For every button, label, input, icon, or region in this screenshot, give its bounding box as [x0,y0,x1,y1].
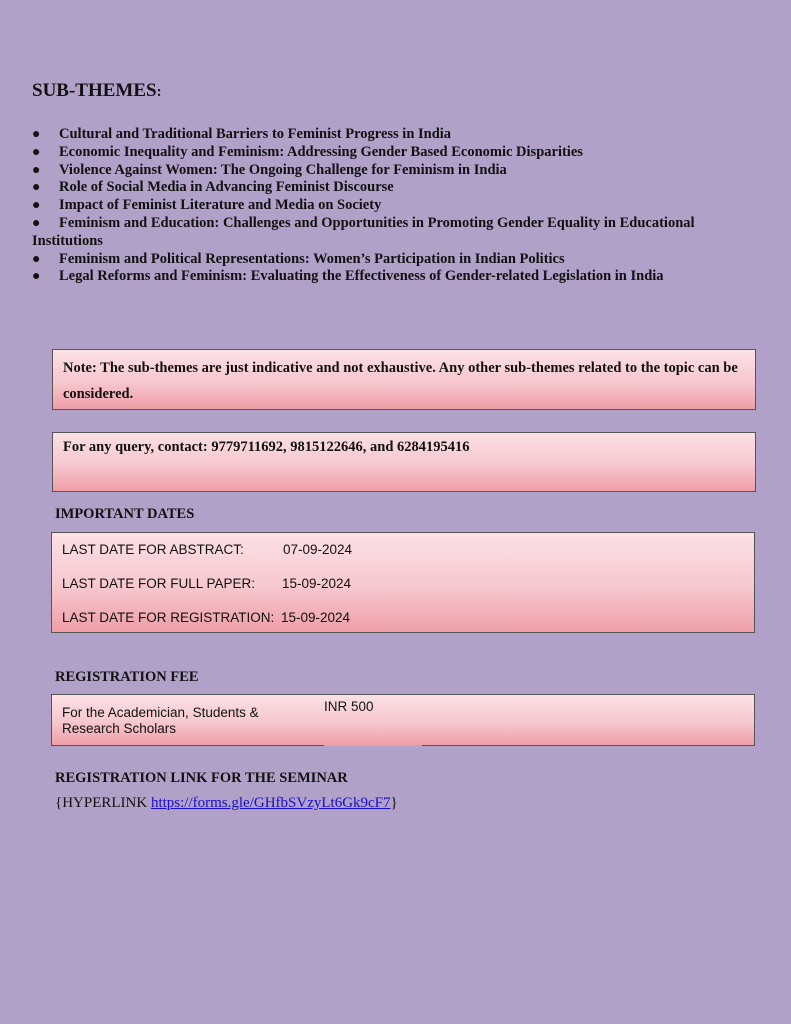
list-item [32,268,762,286]
bullet-icon: ● [32,251,41,267]
bullet-icon: ● [32,215,41,231]
important-dates-heading: IMPORTANT DATES [55,506,195,522]
fee-underline-divider [324,745,422,747]
date-value: 07-09-2024 [283,542,353,557]
list-item [32,162,762,180]
fee-category: For the Academician, Students & Research Scholars [62,705,259,736]
important-dates-box [51,532,755,633]
hyperlink-prefix: {HYPERLINK [55,795,151,811]
list-item [32,179,762,197]
registration-form-link[interactable]: https://forms.gle/GHfbSVzyLt6Gk9cF7 [150,795,391,811]
registration-link-heading: REGISTRATION LINK FOR THE SEMINAR [55,770,348,786]
bullet-icon: ● [32,198,41,214]
subtheme-text: Role of Social Media in Advancing Feminist Discourse [59,179,394,196]
list-item [32,215,762,251]
subthemes-heading [32,80,162,102]
subtheme-text: Cultural and Traditional Barriers to Feminist Progress in India [59,126,452,142]
list-item [32,251,762,269]
note-text: Note: The sub-themes are just indicative and not exhaustive. Any other sub-themes related to the topic can be considered. [63,360,738,402]
subthemes-heading-text: SUB-THEMES [32,80,157,101]
date-label: LAST DATE FOR FULL PAPER: [62,576,256,591]
list-item [32,126,762,144]
subtheme-text: Violence Against Women: The Ongoing Challenge for Feminism in India [59,161,507,178]
bullet-icon: ● [32,127,41,142]
fee-amount: INR 500 [324,699,374,714]
subtheme-text: Feminism and Political Representations: Women’s Participation in Indian Politics [59,250,565,267]
registration-link-line [55,795,398,812]
bullet-icon: ● [32,144,41,160]
subtheme-text: Feminism and Education: Challenges and Opportunities in Promoting Gender Equality in Educational Institutions [32,214,695,249]
date-value: 15-09-2024 [281,610,351,625]
subtheme-text: Legal Reforms and Feminism: Evaluating the Effectiveness of Gender-related Legislation in India [59,268,664,285]
hyperlink-suffix: } [390,795,398,811]
bullet-icon: ● [32,180,41,196]
registration-fee-heading: REGISTRATION FEE [55,669,199,685]
date-label: LAST DATE FOR REGISTRATION: [62,610,275,625]
query-box [52,432,756,492]
list-item [32,144,762,162]
subtheme-text: Impact of Feminist Literature and Media on Society [59,197,382,214]
subthemes-list [32,126,762,286]
contact-text: For any query, contact: 9779711692, 9815122646, and 6284195416 [63,439,470,455]
subtheme-text: Economic Inequality and Feminism: Addressing Gender Based Economic Disparities [59,143,583,160]
bullet-icon: ● [32,162,41,178]
registration-fee-box [51,694,755,746]
subthemes-heading-colon: : [156,84,162,100]
date-label: LAST DATE FOR ABSTRACT: [62,542,244,557]
date-value: 15-09-2024 [282,576,352,591]
list-item [32,197,762,215]
note-box [52,349,756,410]
bullet-icon: ● [32,269,41,285]
